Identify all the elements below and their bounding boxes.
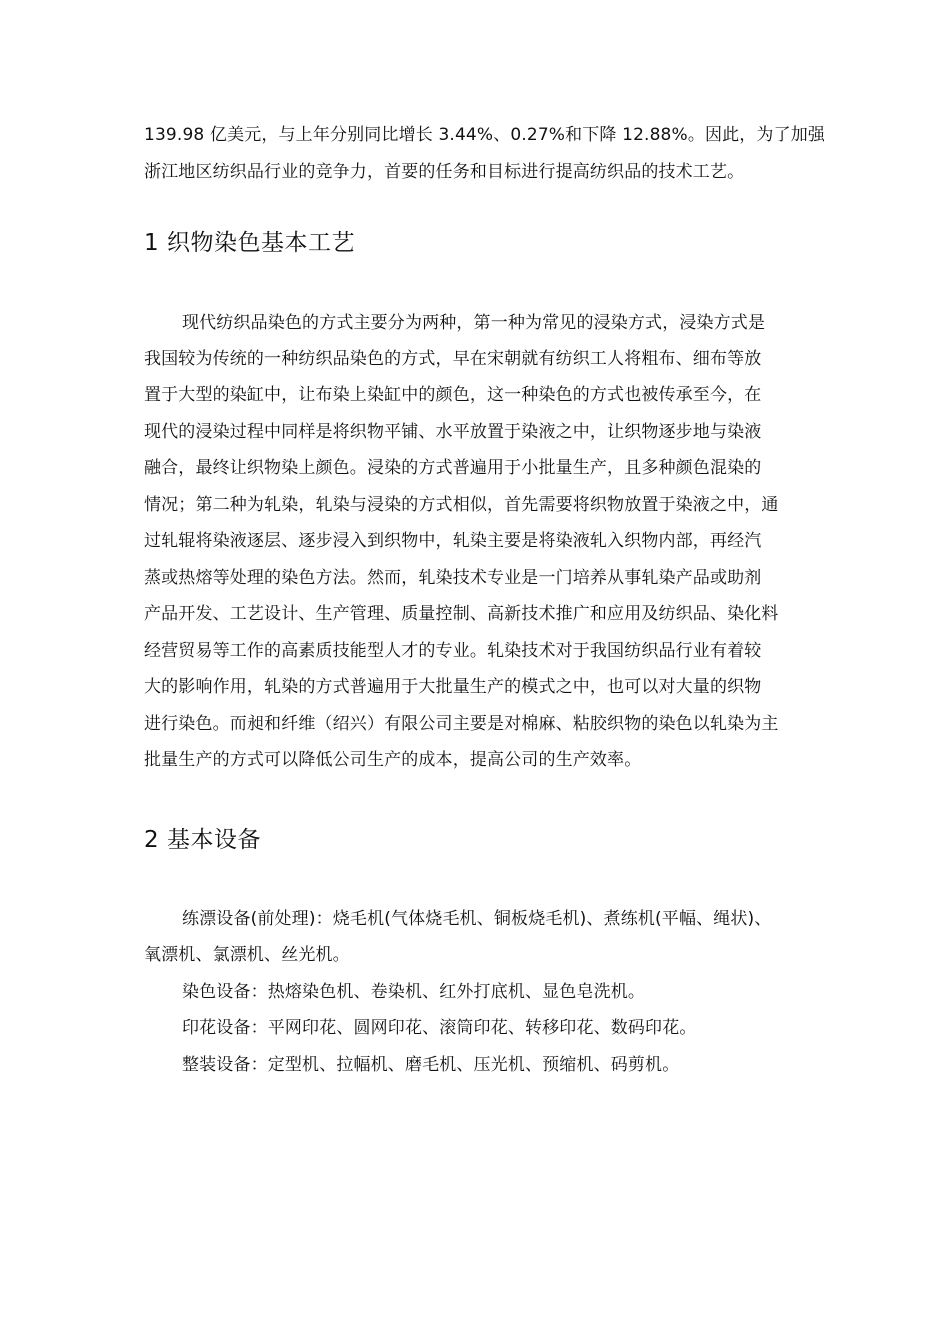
section-1-paragraph-line: 过轧辊将染液逐层、逐步浸入到织物中，轧染主要是将染液轧入织物内部，再经汽 (144, 531, 762, 551)
section-1-paragraph-line: 置于大型的染缸中，让布染上染缸中的颜色，这一种染色的方式也被传承至今，在 (144, 385, 762, 405)
section-1-paragraph-line: 产品开发、工艺设计、生产管理、质量控制、高新技术推广和应用及纺织品、染化料 (144, 604, 779, 624)
section-2-paragraph-line: 整装设备：定型机、拉幅机、磨毛机、压光机、预缩机、码剪机。 (182, 1055, 680, 1075)
section-1-paragraph-line: 融合，最终让织物染上颜色。浸染的方式普遍用于小批量生产，且多种颜色混染的 (144, 458, 762, 478)
section-1-paragraph-line: 进行染色。而昶和纤维（绍兴）有限公司主要是对棉麻、粘胶织物的染色以轧染为主 (144, 714, 779, 734)
section-1-paragraph-line: 大的影响作用，轧染的方式普遍用于大批量生产的模式之中，也可以对大量的织物 (144, 677, 762, 697)
section-1-paragraph-line: 情况；第二种为轧染，轧染与浸染的方式相似，首先需要将织物放置于染液之中，通 (144, 495, 779, 515)
section-2-heading: 2 基本设备 (144, 827, 261, 853)
intro-line-2: 浙江地区纺织品行业的竞争力，首要的任务和目标进行提高纺织品的技术工艺。 (144, 162, 745, 182)
section-1-heading: 1 织物染色基本工艺 (144, 230, 355, 256)
section-1-paragraph-line: 批量生产的方式可以降低公司生产的成本，提高公司的生产效率。 (144, 750, 642, 770)
section-2-paragraph-line: 染色设备：热熔染色机、卷染机、红外打底机、显色皂洗机。 (182, 982, 646, 1002)
section-1-paragraph-line: 我国较为传统的一种纺织品染色的方式，早在宋朝就有纺织工人将粗布、细布等放 (144, 349, 762, 369)
section-1-paragraph-line: 现代的浸染过程中同样是将织物平铺、水平放置于染液之中，让织物逐步地与染液 (144, 422, 762, 442)
section-1-paragraph-line: 蒸或热熔等处理的染色方法。然而，轧染技术专业是一门培养从事轧染产品或助剂 (144, 568, 762, 588)
section-2-paragraph-line: 氧漂机、氯漂机、丝光机。 (144, 945, 350, 965)
section-1-paragraph-line: 经营贸易等工作的高素质技能型人才的专业。轧染技术对于我国纺织品行业有着较 (144, 641, 762, 661)
section-2-paragraph-line: 印花设备：平网印花、圆网印花、滚筒印花、转移印花、数码印花。 (182, 1018, 697, 1038)
section-1-paragraph-line: 现代纺织品染色的方式主要分为两种，第一种为常见的浸染方式，浸染方式是 (182, 313, 766, 333)
intro-line-1: 139.98 亿美元，与上年分别同比增长 3.44%、0.27%和下降 12.88%。因此，为了加强 (144, 125, 826, 145)
section-2-paragraph-line: 练漂设备(前处理)：烧毛机(气体烧毛机、铜板烧毛机)、煮练机(平幅、绳状)、 (182, 909, 772, 929)
